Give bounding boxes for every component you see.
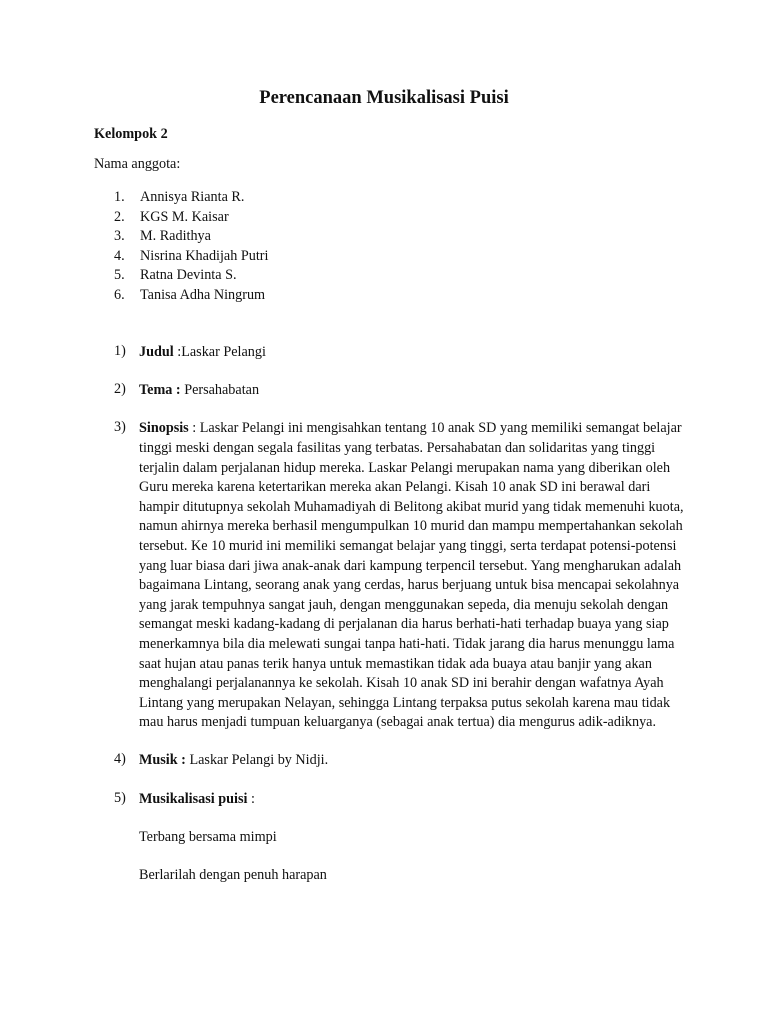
member-name: KGS M. Kaisar: [140, 208, 229, 225]
member-name: M. Radithya: [140, 228, 211, 245]
section-number: 1): [114, 343, 126, 359]
section-text: Laskar Pelangi by Nidji.: [185, 752, 329, 769]
list-number: 3.: [114, 228, 125, 245]
sections-list: [114, 343, 694, 904]
section-number: 2): [114, 381, 126, 398]
section-content: [139, 343, 694, 363]
section-label: Tema :: [139, 382, 181, 399]
list-item: [114, 227, 268, 247]
group-name: Kelompok 2: [94, 126, 168, 142]
section-judul: [114, 343, 694, 363]
section-tema: [114, 381, 694, 401]
list-number: 6.: [114, 286, 125, 303]
section-text: :: [247, 790, 255, 807]
list-item: [114, 247, 268, 267]
section-content: [139, 751, 694, 771]
section-label: Musikalisasi puisi: [139, 790, 248, 807]
section-label: Judul: [139, 344, 174, 360]
poem-line: Terbang bersama mimpi: [139, 828, 277, 845]
document-title: Perencanaan Musikalisasi Puisi: [259, 88, 509, 108]
member-name: Ratna Devinta S.: [140, 267, 237, 284]
synopsis-paragraph: [139, 419, 684, 733]
section-number: 3): [114, 419, 126, 436]
member-name: Nisrina Khadijah Putri: [140, 247, 269, 264]
list-number: 2.: [114, 208, 125, 225]
section-musik: [114, 751, 694, 771]
list-number: 4.: [114, 247, 125, 264]
section-number: 5): [114, 789, 126, 806]
member-name: Annisya Rianta R.: [140, 189, 245, 205]
section-sinopsis: [114, 419, 694, 733]
section-content: [139, 381, 694, 401]
list-number: 5.: [114, 267, 125, 284]
section-musikalisasi: [114, 790, 694, 886]
section-label: Sinopsis: [139, 420, 189, 437]
section-text: Persahabatan: [180, 382, 260, 399]
list-item: [114, 286, 268, 306]
members-list: [114, 188, 268, 306]
members-label: Nama anggota:: [94, 156, 181, 172]
list-item: [114, 188, 268, 208]
section-number: 4): [114, 751, 126, 768]
list-item: [114, 208, 268, 228]
section-label: Musik :: [139, 752, 186, 769]
section-text: :Laskar Pelangi: [173, 344, 266, 360]
poem-line: Berlarilah dengan penuh harapan: [139, 867, 327, 884]
list-item: [114, 266, 268, 286]
section-content: [139, 790, 694, 810]
member-name: Tanisa Adha Ningrum: [140, 286, 266, 303]
list-number: 1.: [114, 189, 125, 205]
synopsis-text: : Laskar Pelangi ini mengisahkan tentang 10 anak SD yang memiliki semangat belajar tinggi meski dengan segala fasilitas yang terbatas. Persahabatan dan solidaritas yang tinggi terjalin dalam perjalanan hidup mereka. Laskar Pelangi merupakan nama yang diberikan oleh Guru mereka karena ketertarikan mereka akan Pelangi. Kisah 10 anak SD ini berawal dari hampir ditutupnya sekolah Muhamadiyah di Belitong akibat murid yang tidak memenuhi kuota, namun ahirnya mereka berhasil mengumpulkan 10 murid dan mampu mempertahankan sekolah tersebut. Ke 10 murid ini memiliki semangat belajar yang tinggi, serta terdapat potensi-potensi yang luar biasa dari jiwa anak-anak dari kampung terpencil tersebut. Yang mengharukan adalah bagaimana Lintang, seorang anak yang cerdas, harus berjuang untuk bisa mencapai sekolahnya yang jarak tempuhnya sangat jauh, dengan menggunakan sepeda, dia menuju sekolah dengan semangat meski kadang-kadang di perjalanan dia harus berhati-hati terhadap buaya yang siap menerkamnya bila dia melewati sungai tanpa hati-hati. Tidak jarang dia harus menunggu lama saat hujan atau panas terik hanya untuk memastikan tidak ada buaya atau banjir yang akan menghalangi perjalanannya ke sekolah. Kisah 10 anak SD ini berahir dengan wafatnya Ayah Lintang yang merupakan Nelayan, sehingga Lintang terpaksa putus sekolah karena mau tidak mau harus menjadi tumpuan keluarganya (sebagai anak tertua) dia mengurus adik-adiknya.: [139, 420, 684, 731]
